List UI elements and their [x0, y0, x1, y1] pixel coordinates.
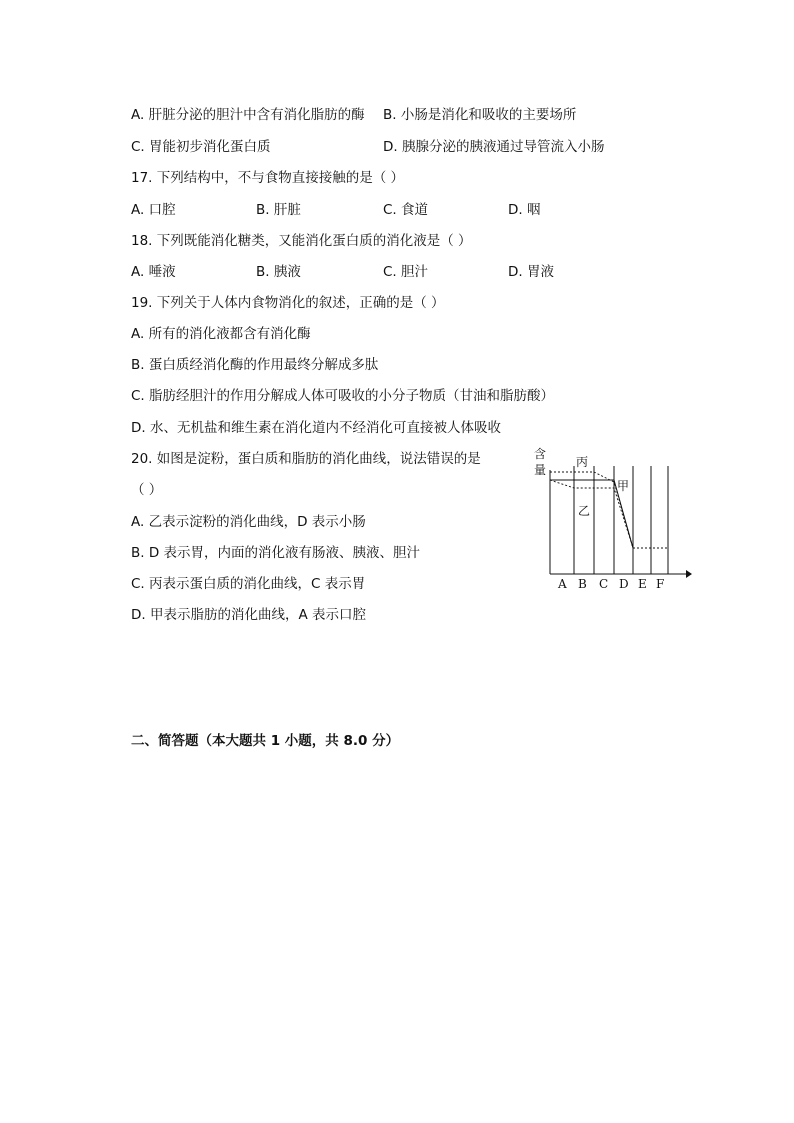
- q19-stem: 19. 下列关于人体内食物消化的叙述，正确的是（ ）: [131, 295, 445, 311]
- q20-option-c: C. 丙表示蛋白质的消化曲线，C 表示胃: [131, 576, 366, 592]
- q18-stem: 18. 下列既能消化糖类，又能消化蛋白质的消化液是（ ）: [131, 233, 472, 249]
- section-2-heading: 二、简答题（本大题共 1 小题，共 8.0 分）: [131, 733, 400, 749]
- curve-label-jia: 甲: [617, 479, 630, 493]
- x-label-f: F: [656, 577, 665, 591]
- q18-option-d: D. 胃液: [508, 264, 554, 280]
- q20-option-b: B. D 表示胃，内面的消化液有肠液、胰液、胆汁: [131, 545, 421, 561]
- y-axis-label-top: 含: [534, 447, 547, 461]
- x-label-c: C: [599, 577, 609, 591]
- q16-option-b: B. 小肠是消化和吸收的主要场所: [383, 107, 577, 123]
- q20-option-a: A. 乙表示淀粉的消化曲线，D 表示小肠: [131, 514, 366, 530]
- q18-option-a: A. 唾液: [131, 264, 176, 280]
- q19-option-d: D. 水、无机盐和维生素在消化道内不经消化可直接被人体吸收: [131, 420, 501, 436]
- x-label-a: A: [558, 577, 567, 591]
- q19-option-c: C. 脂肪经胆汁的作用分解成人体可吸收的小分子物质（甘油和脂肪酸）: [131, 388, 555, 404]
- x-label-d: D: [619, 577, 629, 591]
- curve-label-bing: 丙: [576, 455, 589, 469]
- q17-option-a: A. 口腔: [131, 202, 176, 218]
- q18-option-b: B. 胰液: [256, 264, 301, 280]
- q16-option-c: C. 胃能初步消化蛋白质: [131, 139, 271, 155]
- q20-option-d: D. 甲表示脂肪的消化曲线，A 表示口腔: [131, 607, 367, 623]
- q16-option-a: A. 肝脏分泌的胆汁中含有消化脂肪的酶: [131, 107, 365, 123]
- q17-option-c: C. 食道: [383, 202, 429, 218]
- y-axis-label-bottom: 量: [534, 463, 547, 477]
- q17-option-b: B. 肝脏: [256, 202, 301, 218]
- x-label-b: B: [578, 577, 587, 591]
- curve-label-yi: 乙: [578, 504, 591, 518]
- q19-option-b: B. 蛋白质经消化酶的作用最终分解成多肽: [131, 357, 379, 373]
- q19-option-a: A. 所有的消化液都含有消化酶: [131, 326, 311, 342]
- q18-option-c: C. 胆汁: [383, 264, 429, 280]
- x-axis-arrow: [686, 570, 692, 578]
- q20-answer-paren: （ ）: [131, 482, 163, 498]
- q16-option-d: D. 胰腺分泌的胰液通过导管流入小肠: [383, 139, 605, 155]
- q17-stem: 17. 下列结构中，不与食物直接接触的是（ ）: [131, 170, 405, 186]
- q20-stem: 20. 如图是淀粉，蛋白质和脂肪的消化曲线，说法错误的是: [131, 451, 481, 467]
- q17-option-d: D. 咽: [508, 202, 541, 218]
- x-label-e: E: [638, 577, 647, 591]
- digestion-curve-figure: [528, 444, 698, 594]
